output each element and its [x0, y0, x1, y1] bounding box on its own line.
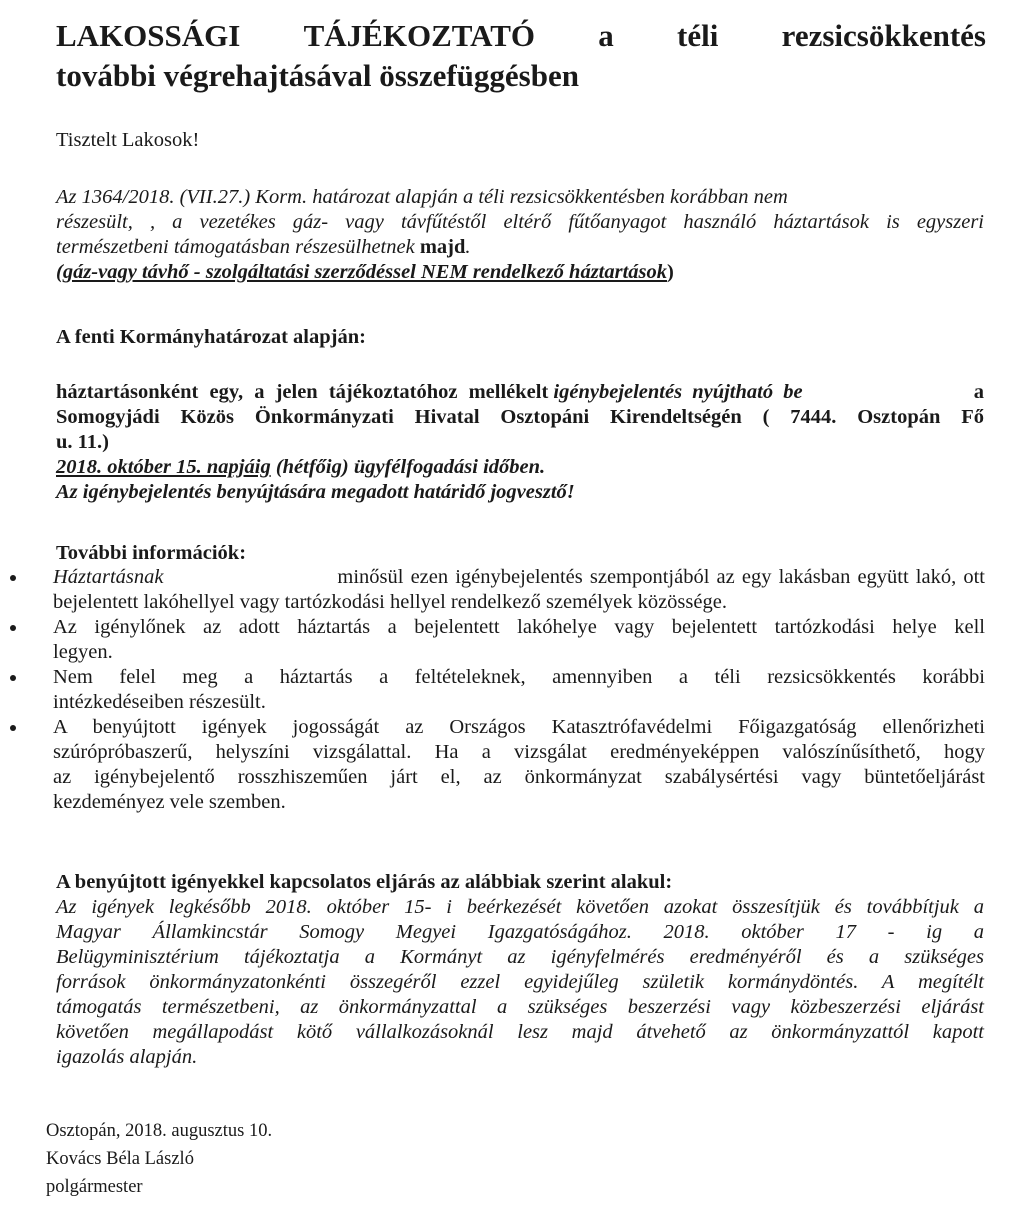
intro-line: (gáz-vagy távhő - szolgáltatási szerződéssel NEM rendelkező háztartások) [56, 261, 674, 283]
deadline: 2018. október 15. napjáig (hétfőig) ügyfélfogadási időben. [56, 456, 546, 478]
intro-line: részesült, , a vezetékes gáz- vagy távfűtéstől eltérő fűtőanyagot használó háztartások is egyszeri [56, 211, 984, 233]
title-word: a [598, 18, 614, 53]
list-item: Az igénylőnek az adott háztartás a bejelentett lakóhelye vagy bejelentett tartózkodási helye kell legyen. [0, 615, 985, 665]
gov-heading: A fenti Kormányhatározat alapján: [56, 326, 366, 348]
deadline-warning: Az igénybejelentés benyújtására megadott határidő jogvesztő! [56, 481, 575, 503]
title-word: téli [677, 18, 719, 53]
title-line-2: további végrehajtásával összefüggésben [56, 58, 579, 93]
procedure-line: támogatás természetbeni, az önkormányzattal a szükséges beszerzési vagy közbeszerzési eljárást [56, 996, 984, 1018]
bullet-icon [10, 575, 16, 581]
list-item: Háztartásnak minősül ezen igénybejelentés szempontjából az egy lakásban együtt lakó, ott bejelentett lakóhellyel vagy tartózkodási hellyel rendelkező személyek közössége. [0, 565, 985, 615]
title-word: rezsicsökkentés [781, 18, 986, 53]
procedure-line: Az igények legkésőbb 2018. október 15- i beérkezését követően azokat összesítjük és továbbítjuk a [56, 896, 984, 918]
procedure-line: források önkormányzatonkénti összegéről ezzel egyidejűleg születik kormánydöntés. A megítélt [56, 971, 984, 993]
greeting: Tisztelt Lakosok! [56, 129, 200, 151]
procedure-heading: A benyújtott igényekkel kapcsolatos eljárás az alábbiak szerint alakul: [56, 871, 673, 893]
application-line: u. 11.) [56, 431, 109, 453]
bullet-icon [10, 675, 16, 681]
title-word: LAKOSSÁGI [56, 18, 241, 53]
procedure-line: Magyar Államkincstár Somogy Megyei Igazgatóságához. 2018. október 17 - ig a [56, 921, 984, 943]
signer-name: Kovács Béla László [46, 1149, 194, 1169]
application-paragraph [56, 380, 984, 505]
application-line: Somogyjádi Közös Önkormányzati Hivatal Osztopáni Kirendeltségén ( 7444. Osztopán Fő [56, 406, 984, 428]
no-contract-note: gáz-vagy távhő - szolgáltatási szerződéssel NEM rendelkező háztartások [62, 261, 668, 283]
procedure-paragraph [56, 895, 984, 1070]
intro-paragraph [56, 185, 984, 285]
list-item: A benyújtott igények jogosságát az Országos Katasztrófavédelmi Főigazgatóság ellenőrizheti szúrópróbaszerű, helyszíni vizsgálattal. Ha a vizsgálat eredményeképpen valószínűsíthető, hogy az igénybejelentő rosszhiszeműen járt el, az önkormányzat szabálysértési vagy büntetőeljárást kezdeményez vele szemben. [0, 715, 985, 815]
application-line: háztartásonként egy, a jelen tájékoztatóhoz mellékelt igénybejelentés nyújtható be a [56, 381, 984, 403]
procedure-line: igazolás alapján. [56, 1046, 198, 1068]
procedure-line: Belügyminisztérium tájékoztatja a Kormányt az igényfelmérés eredményéről és a szükséges [56, 946, 984, 968]
signer-role: polgármester [46, 1177, 143, 1197]
intro-line: Az 1364/2018. (VII.27.) Korm. határozat alapján a téli rezsicsökkentésben korábban nem [56, 186, 788, 208]
place-date: Osztopán, 2018. augusztus 10. [46, 1121, 273, 1141]
bullet-icon [10, 725, 16, 731]
bullet-icon [10, 625, 16, 631]
info-list [0, 565, 985, 815]
info-heading: További információk: [56, 542, 247, 564]
title-word: TÁJÉKOZTATÓ [303, 18, 536, 53]
signature-block [46, 1117, 272, 1201]
procedure-line: követően megállapodást kötő vállalkozásoknál lesz majd átvehető az önkormányzattól kapott [56, 1021, 984, 1043]
intro-line: természetbeni támogatásban részesülhetnek majd. [56, 236, 471, 258]
title-line-1 [56, 16, 986, 56]
document-title [56, 16, 986, 96]
list-item: Nem felel meg a háztartás a feltételeknek, amennyiben a téli rezsicsökkentés korábbi intézkedéseiben részesült. [0, 665, 985, 715]
